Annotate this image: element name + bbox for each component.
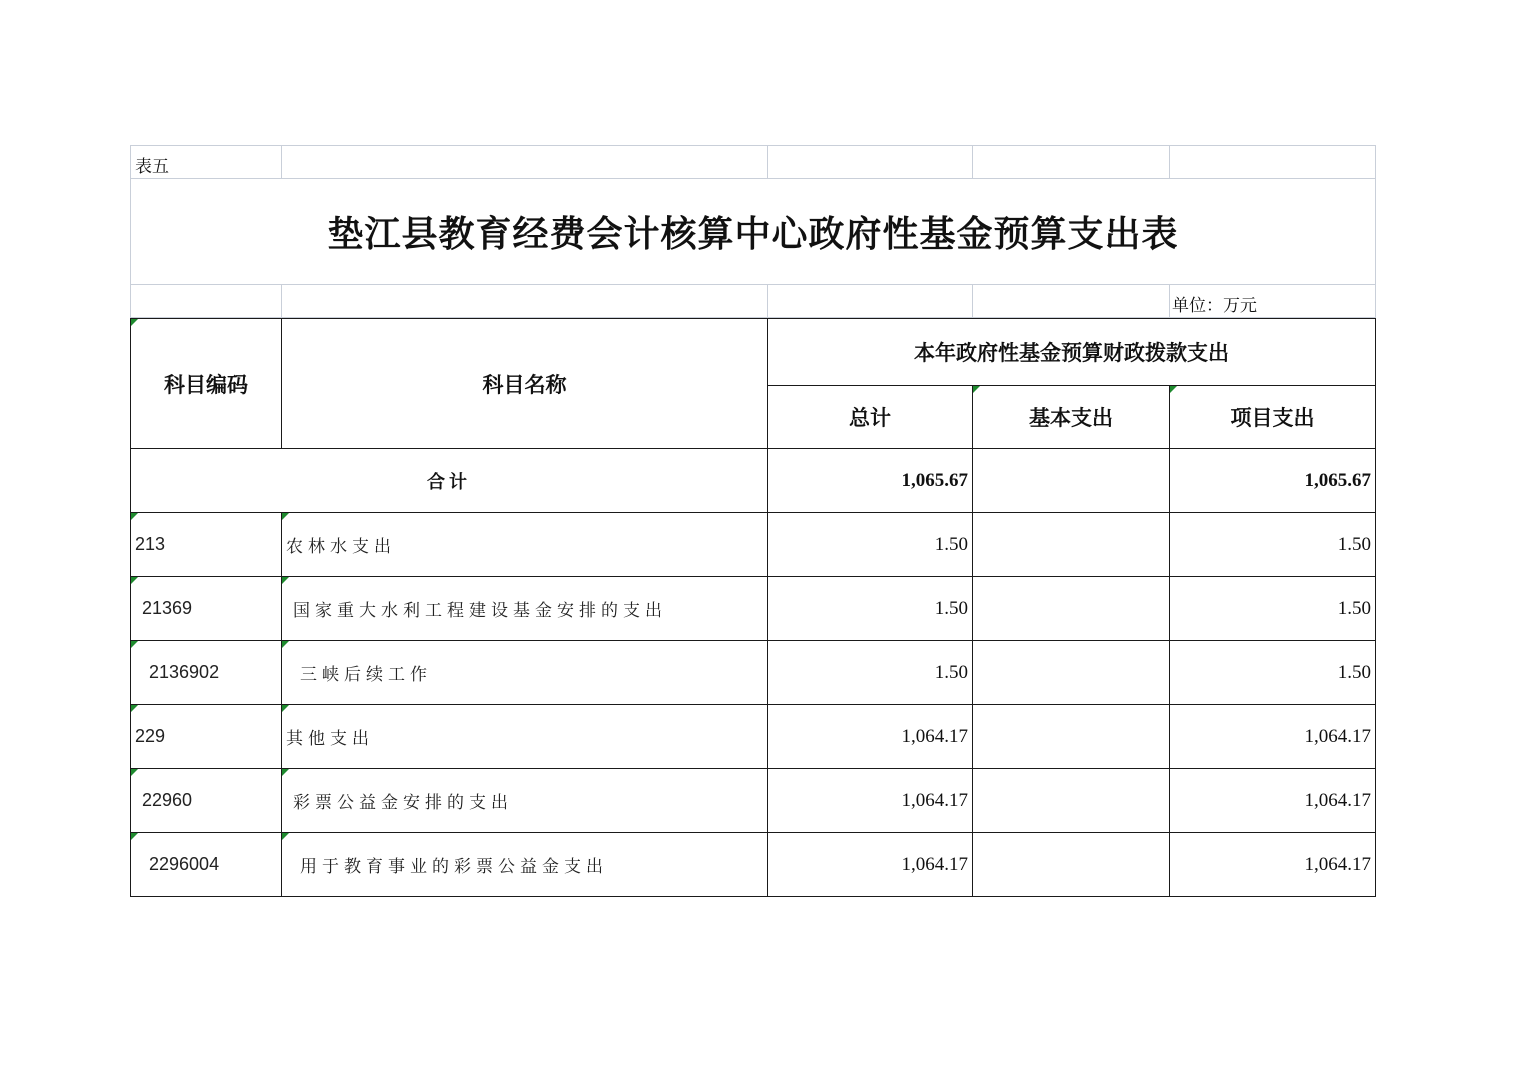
empty-cell[interactable] xyxy=(131,285,282,318)
row-total[interactable]: 1.50 xyxy=(768,641,973,705)
header-total[interactable]: 总计 xyxy=(768,386,973,449)
row-basic[interactable] xyxy=(973,833,1170,897)
table-row xyxy=(131,833,1376,897)
header-name[interactable]: 科目名称 xyxy=(282,319,768,449)
row-code[interactable]: 22960 xyxy=(131,769,282,833)
empty-cell[interactable] xyxy=(768,285,973,318)
total-project[interactable]: 1,065.67 xyxy=(1170,449,1376,513)
header-basic[interactable]: 基本支出 xyxy=(973,386,1170,449)
row-name[interactable]: 彩票公益金安排的支出 xyxy=(282,769,768,833)
row-basic[interactable] xyxy=(973,577,1170,641)
header-group[interactable]: 本年政府性基金预算财政拨款支出 xyxy=(768,319,1376,386)
row-project[interactable]: 1.50 xyxy=(1170,513,1376,577)
page-title[interactable]: 垫江县教育经费会计核算中心政府性基金预算支出表 xyxy=(131,179,1376,285)
row-total[interactable]: 1,064.17 xyxy=(768,769,973,833)
row-project[interactable]: 1.50 xyxy=(1170,641,1376,705)
total-basic[interactable] xyxy=(973,449,1170,513)
empty-cell[interactable] xyxy=(1170,146,1376,179)
row-code[interactable]: 2296004 xyxy=(131,833,282,897)
empty-cell[interactable] xyxy=(282,285,768,318)
header-project[interactable]: 项目支出 xyxy=(1170,386,1376,449)
table-row xyxy=(131,641,1376,705)
row-name[interactable]: 其他支出 xyxy=(282,705,768,769)
row-project[interactable]: 1.50 xyxy=(1170,577,1376,641)
caption-cell[interactable] xyxy=(131,146,282,179)
row-basic[interactable] xyxy=(973,641,1170,705)
table-row xyxy=(131,513,1376,577)
sheet-header-grid xyxy=(130,145,1376,318)
unit-label: 单位：万元 xyxy=(1172,296,1257,316)
row-total[interactable]: 1,064.17 xyxy=(768,833,973,897)
empty-cell[interactable] xyxy=(768,146,973,179)
row-name[interactable]: 三峡后续工作 xyxy=(282,641,768,705)
row-basic[interactable] xyxy=(973,513,1170,577)
table-row xyxy=(131,577,1376,641)
empty-cell[interactable] xyxy=(973,285,1170,318)
row-basic[interactable] xyxy=(973,705,1170,769)
table-caption: 表五 xyxy=(135,157,169,177)
budget-table xyxy=(130,318,1376,897)
total-row xyxy=(131,449,1376,513)
row-project[interactable]: 1,064.17 xyxy=(1170,769,1376,833)
header-code[interactable]: 科目编码 xyxy=(131,319,282,449)
empty-cell[interactable] xyxy=(973,146,1170,179)
table-row xyxy=(131,705,1376,769)
row-name[interactable]: 农林水支出 xyxy=(282,513,768,577)
unit-cell[interactable] xyxy=(1170,285,1376,318)
table-row xyxy=(131,769,1376,833)
row-code[interactable]: 21369 xyxy=(131,577,282,641)
row-name[interactable]: 用于教育事业的彩票公益金支出 xyxy=(282,833,768,897)
row-basic[interactable] xyxy=(973,769,1170,833)
empty-cell[interactable] xyxy=(282,146,768,179)
row-project[interactable]: 1,064.17 xyxy=(1170,833,1376,897)
row-project[interactable]: 1,064.17 xyxy=(1170,705,1376,769)
row-total[interactable]: 1.50 xyxy=(768,577,973,641)
row-code[interactable]: 229 xyxy=(131,705,282,769)
row-total[interactable]: 1.50 xyxy=(768,513,973,577)
row-code[interactable]: 213 xyxy=(131,513,282,577)
row-total[interactable]: 1,064.17 xyxy=(768,705,973,769)
total-label[interactable]: 合计 xyxy=(131,449,768,513)
row-name[interactable]: 国家重大水利工程建设基金安排的支出 xyxy=(282,577,768,641)
budget-sheet xyxy=(130,145,1375,897)
row-code[interactable]: 2136902 xyxy=(131,641,282,705)
total-sum[interactable]: 1,065.67 xyxy=(768,449,973,513)
